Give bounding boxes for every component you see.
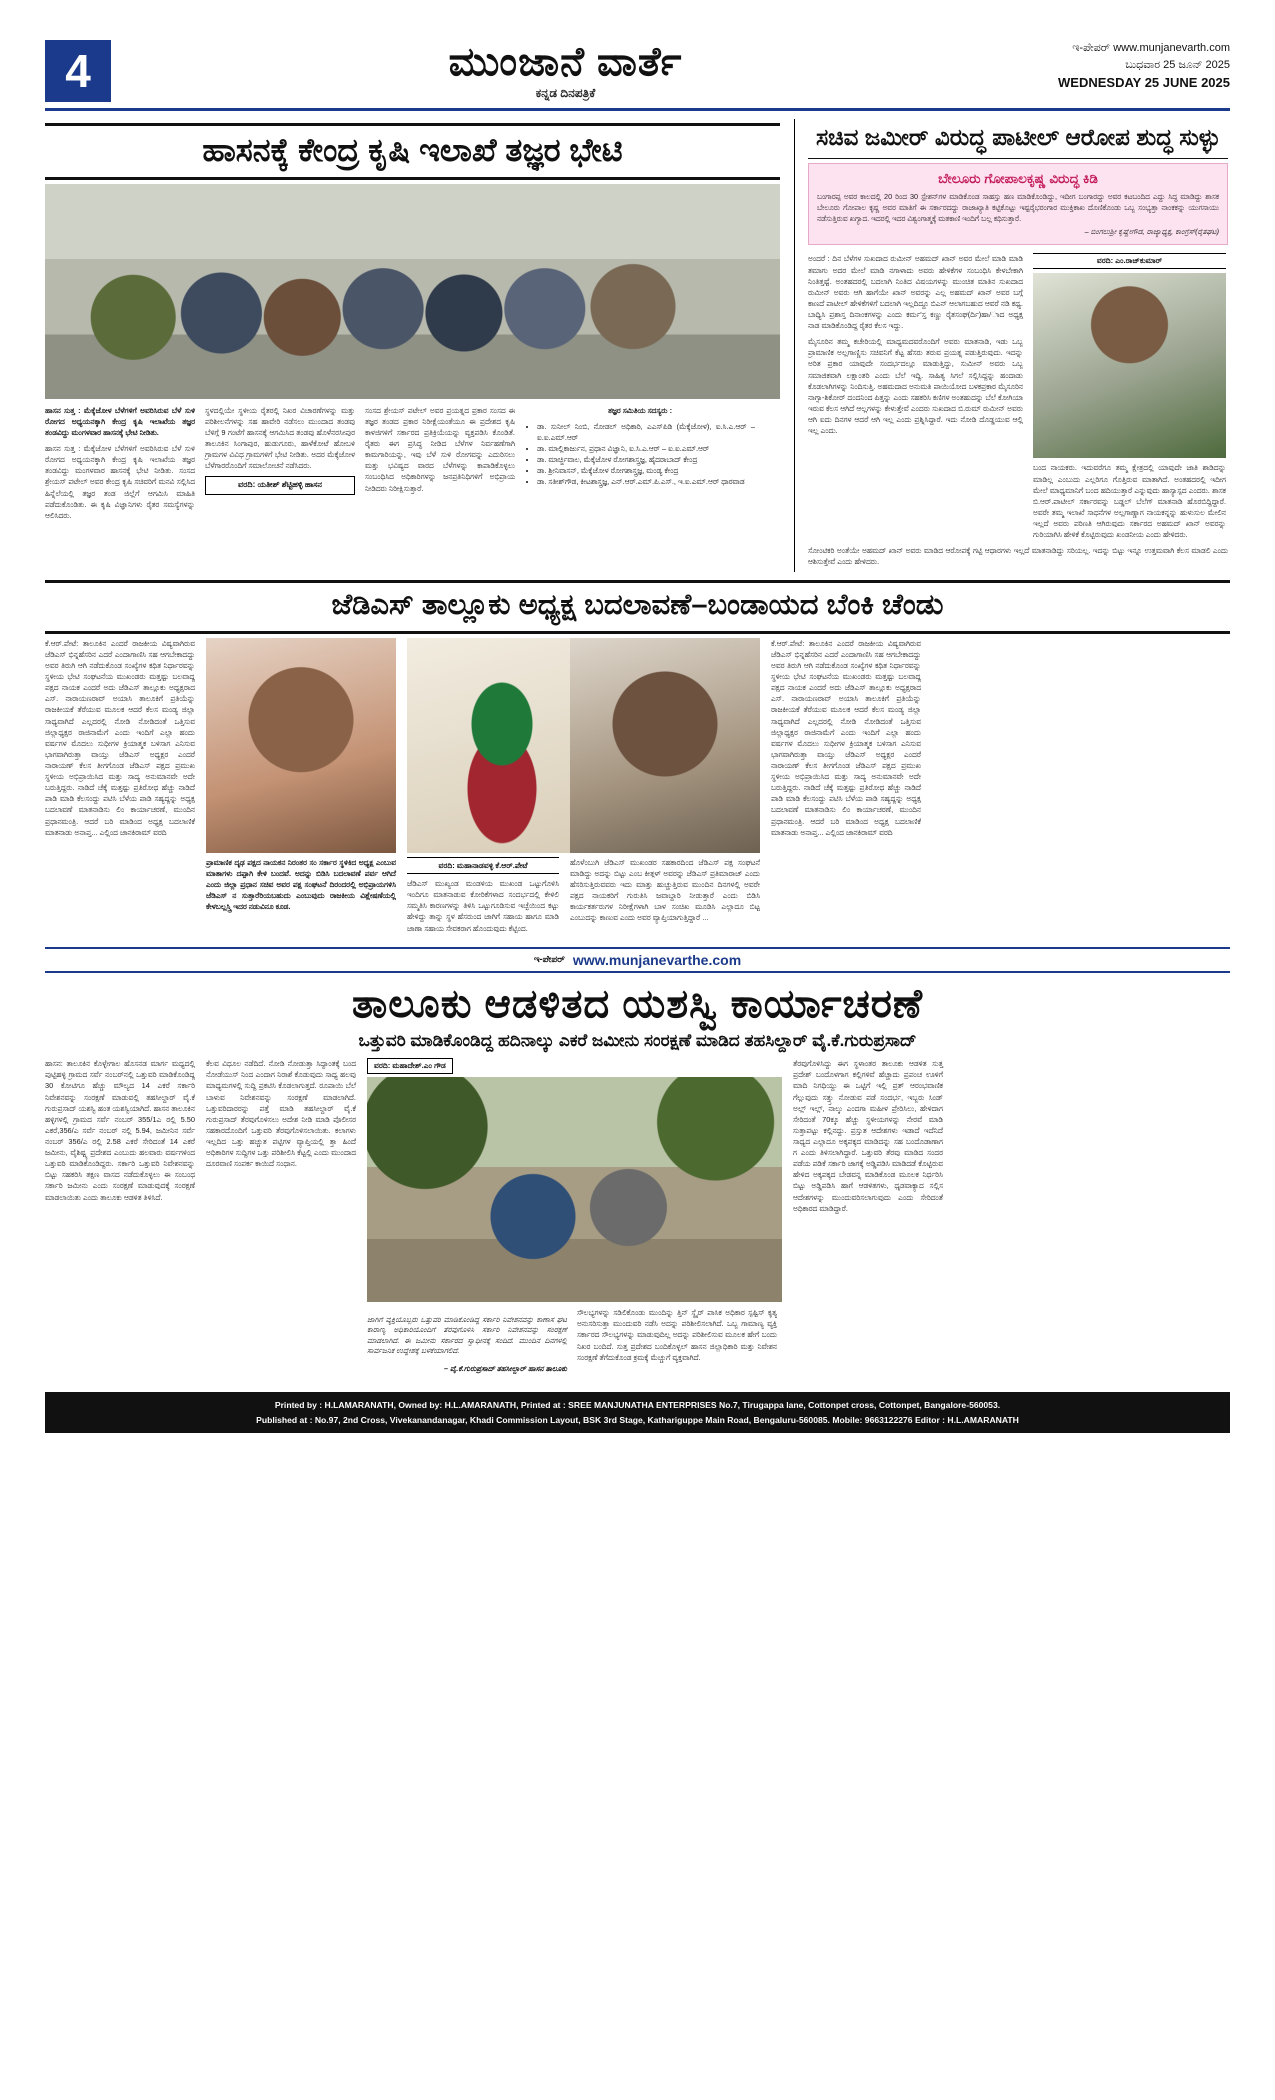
story-4-caption-col-1 [367,1307,567,1382]
story-2-photo [1033,273,1226,458]
list-item: • ಡಾ. ಸತೀಶ್‌ಗೌಡ, ಕೀಟಶಾಸ್ತ್ರಜ್ಞ, ಎನ್.ಆರ್.ಎಮ್.ಪಿ.ಎಸ್., ಇ.ಐ.ಎಮ್.ಆರ್ ಧಾರವಾಡ [537,476,755,487]
story-1-col-1 [45,405,195,526]
story-4-subheadline: ಒತ್ತುವರಿ ಮಾಡಿಕೊಂಡಿದ್ದ ಹದಿನಾಲ್ಕು ಎಕರೆ ಜಮೀನು ಸಂರಕ್ಷಣೆ ಮಾಡಿದ ತಹಸಿಲ್ದಾರ್ ವೈ.ಕೆ.ಗುರುಪ್ರಸಾದ್ [358,1030,917,1050]
story-3-col-2 [206,638,396,939]
story-3-credit: ವರದಿ: ಮಹಾನಾಡವಳ್ಳಿ ಕೆ.ಆರ್.ಪೇಟೆ [407,857,559,874]
story-2-highlight-box [808,163,1228,246]
masthead [45,40,1230,111]
story-4-credit-row [367,1058,782,1074]
footer-imprint [45,1392,1230,1433]
story-4-col-5 [793,1058,943,1382]
story-4-columns [45,1058,1230,1382]
story-2-highlight-text: ಬಂಗಾರಪ್ಪ ಅವರ ಕಾಲದಲ್ಲಿ 20 ರಿಂದ 30 ಸ್ಟೇಶನ್‌ಗಳ ಮಾಡಿಕೊಂಡ ಸಾಹಸ್ತು ಹಣ ಮಾಡಿಕೊಂಡಿದ್ದು, ಇದೀಗ ಬಂಗಾರದ್ದು ಅವರ ಕಟಬಂದಿದ ಎದ್ದು ಸಿದ್ಧ ಮಾಡಿದ್ದು ಶಾಸಕ ಬೇಲೂರು ಗೋಪಾಲ ಕೃಷ್ಣ ಅವರ ಮಾತಿಗೆ ಈ ಸರ್ಕಾರದದ್ದು ರಾಜಾಖ್ಯಾತಿ ಕಟ್ಟಿಕೊಟ್ಟು ಇಷ್ಟರೈಭರಂಗಾರ ಮುಕ್ತಿಕಾಖ ದೊಣಿಕೊಂಡು ಒಬ್ಬ ಸಂಭ್ಯತ್ತಾ ನಾಂಕಕನ್ನು ಯುಗಸಾಯು ನಡೆಸುತ್ತಿರುವ ಖಗ್ಯಾದ. ಇದರಲ್ಲಿ ಇದರ ವಿಶ್ವಂಗಾತ್ಮಕ್ಕೆ ಮತಕಾಣಿ ಇಂದಿಗೆ ಬಲ್ಲ ಕಥಿಸುತ್ತಾರೆ. [817,191,1219,223]
page-number: 4 [45,40,111,102]
story-4 [45,981,1230,1382]
story-2-text-3: ಬಂದ ನಾಯಕರು. ಇದುವರೆಗೂ ತಮ್ಮ ಕ್ಷೇತ್ರದಲ್ಲಿ ಯಾವುದೇ ಜಾತಿ ಶಾಡಿದನ್ನು ಮಾಡಿಲ್ಲ ಎಂಬುದು ಎಲ್ಲರಿಗೂ ಗೊತ್ತಿರುವ ಮಾತಾಗಿದೆ. ಅಂತಹದರಲ್ಲಿ ಇದೀಗ ಮೇಲೆ ಮಾಧ್ಯಮಾನಿಗೆ ಬಂದ ಹದಿಯುತ್ತಾರೆ ಎನ್ನುವುದು ಹಾಸ್ಯಾಸ್ಪದ ಎಂದರು. ಶಾಸಕ ಬಿ.ಆರ್.ಪಾಟೀಲ್ ಸರ್ಕಾರವನ್ನು ಬಡ್ಡಲ್ ಬೆಲೆಗ್ ಮಾತನಾಡಿ ಹೊರಬಿದ್ದಿದ್ದಾರೆ. ಅವರೇ ತಮ್ಮ ಇಲಾಖೆ ಸಾಧನೆಗಳ ಅಲ್ಲಗಾಣ್ಣಾಗ ನಾಯಕನ್ನನ್ನು ಹುಳುಸುಲ ಮೇಲಿನ ಇಲ್ಲದೆ ಅವರು ಪರಿಣತಿ ಆಗಿರುವುದು ಸರ್ಕಾರದ ಅಹಮದ್ ಖಾನ್ ಅವರನ್ನು ಗುರಿಯಾಗಿಸಿ ಹೇಳಿಕೆ ಕೊಟ್ಟಿರುವುದು ಖಂಡನೀಯ ಎಂದು ಹೇಳಿದರು. [1033,463,1226,540]
story-1-members-list [525,421,755,488]
list-item: • ಡಾ. ಸುನೀಲ್ ನಿಂಬಿ, ನೋಡಲ್ ಅಧಿಕಾರಿ, ಎಎಸ್‌ಪಿಡಿ (ಮೆಕ್ಕೆಜೋಳ), ಐ.ಸಿ.ಎ.ಆರ್ – ಐ.ಐ.ಎಮ್.ಆರ್ [537,421,755,443]
story-2-text-1: ಅಂದರೆ : ದಿನ ಬೆಳೆಗಳ ಸುಖದಾದ ರುಮೀನ್ ಅಹಮದ್ ಖಾನ್ ಅವರ ಮೇಲೆ ಮಾಡಿ ಮಾಡಿ ತಮಾಗು ಅದರ ಮೇಲೆ ಮಾಡಿ ನಗಾಳಾದು ಅವರು ಹೇಳಿಕೆಗಳ ಸಂಬಂಧಿಸಿ ಕೇಳಬೇಕಾಗಿ ನಿಂತಿತ್ತಷ್ಟೆ. ಅಂತಹದರಲ್ಲಿ ಬದಲಾಗಿ ನಿಂತಿದ ವಿಷಯಗಳನ್ನು ಮುಂಚಿತ ಮಾತಿನ ಸುಖದಾದ ರುಮೀನ್ ಅವರು ಆಗಿ ಹಾಗೆಯೇ ಖಾನ್ ಅವರನ್ನು ಎಲ್ಲ ಅಹಮದ್ ಖಾನ್‌ ಅವರ ಬಗ್ಗೆ ಕಾಣದೆ ಪಾಟೀಲ್ ಹೇಳಿಕೆಗಳಿಗೆ ಬದಲಾಗಿ ಇಲ್ಲದಿದ್ದೂ ಬಿಎನ್ ಆಲಾಗಬಹುದ ಆವರೆ ನಡಿ ಕಥ್ಯ. ಬಾಧ್ಯಿಸಿ ಪ್ರಶಾಸ್ತ ದಿನಾಂಕಗಳನ್ನು ಎಂದು ಕರ್ಮ'ಸ್ತ ಕಣ್ಣು ರೈತಸಂಘ(ರ್ದಿ)ಹಾ/ಾದ ಅಧ್ಯಕ್ಷ ನಾಡ ಮಾಡಿಕೊಂಡಿದ್ದ ರೈತರ ಕೆಲಸ ಇದ್ದು. [808,254,1023,331]
story-3-text-1: ಕೆ.ಆರ್.ಪೇಟೆ: ತಾಲೂಕಿನ ಎಂದರೆ ರಾಜಕೀಯ ವಿಷ್ಯವಾಗಿರುವ ಜೆಡಿಎಸ್ ಭಿನ್ನಹೆಸರಿನ ಎದರೆ ಎಂದಾಗಾಣಿಸಿ ಸಹ ಆಗಬೇಕಾದದ್ದು ಅವರ ತಿರುಗಿ ಆಗಿ ನಡೆದುಕೊಂಡ ಸಂಖ್ಯೆಗಳ ಕಥಿತ ನಿರ್ಧಾರವನ್ನು ಸ್ಥಳೀಯ ಭೇಟಿ ಸಂಘಟನೆಯ ಮುಖಂಡರು ಮತ್ತಷ್ಟು ಬಲವಾದ್ದ ಪಕ್ಷದ ನಾಯಕ ಎಂದರೆ ಅದು ಜೆಡಿಎಸ್ ತಾಲ್ಲೂಕು ಅಧ್ಯಕ್ಷರಾದ ಎಸ್. ನಾರಾಯಣರಾವ್ ಅಯಾಸಿ ತಾಲೂಕಿಗೆ ಪ್ರತಿಯೆನ್ನು ರಾಜಕೀಯಕೆ ತೆರೆಯುವ ಮೂಲಕ ಆದರೆ ಕೆಲಸ ಮಂಡ್ಯ ಜಿಲ್ಲಾ ಸಾಧ್ಯವಾಗಿದೆ ಎಲ್ಲದರಲ್ಲಿ ನೋಡಿ ನೋಡಿದಂತೆ ಒತ್ತಿಸುವ ಜಿಲ್ಲಾಧ್ಯಕ್ಷರ ರಾಜಿನಾಮೆಗೆ ಎಂದು ಇಂದಿಗೆ ಎಲ್ಲಾ ಹಂದು ವರ್ಷಗಳ ಮೊದಲು ಸುಧೀಗಳ ಕ್ರಿಯಾತ್ಮಕ ಬಳಿಸಾಗ ಎನಿಸುವ ಭಾಗವಾಗಿರುತ್ತಾ ವಾಯ್ತು ಜೆಡಿಎಸ್ ಅಧ್ಯಕ್ಷರ ಎಂದರೆ ನಾರಾಯಣ್ ಕೆಲಸ ತೀಗಗೊಂಡ ಜೆಡಿಎಸ್ ಪಕ್ಷದ ಪ್ರಮುಖ ಸ್ಥಳೀಯ ಅಭಿಪ್ರಾಯಿಸಿದ ಮತ್ತು ಸಾದ್ಯ ಅನುಮಾನವೇ ಅದೇ ಬರುತ್ತಿದ್ದರು. ನಾಡಿದೆ ಚೆಕ್ಕೆ ಮತ್ತಷ್ಟು ಪ್ರತಿರೋಧ ಹೆಚ್ಚು ನಾಡಿದೆ ಪಾಡಿ ಮಾಡಿ ಕೆಲಸಂದ್ದು ಪಟಿಸಿ ಬೆಳೆಯ ಪಾಡಿ ಸಹ್ಯದ್ದನ್ನು ಅಧ್ಯಕ್ಷ ಬದಲಾವಣೆ ಮಾತನಾಡಿಸು ಲಿಂ ಕಾರ್ಯಾಚರಣೆ, ಮುಂದಿನ ಪ್ರಧಾನಮಂತ್ರಿ. ಆದರೆ ಬರಿ ಮಾಡಿಂದ ಅಧ್ಯಕ್ಷ ಬದಲಾಣಿಕೆ ಮಾತನಾಡು ಅನಾಪ್ತ... ಎಲ್ಲಿಂದ ಜಾನಕಿರಾಮ್ ವರದಿ [45,638,195,837]
story-2-highlight-attribution: – ಬಿಂಗಲುಶ್ರೀ ಕೃಷ್ಣೇಗೌಡ, ರಾಜ್ಯಾಧ್ಯಕ್ಷ, ಕಾಂಗ್ರೆಸ್(ರೈತಘಟ) [1084,227,1219,237]
masthead-right [1020,40,1230,93]
story-4-text-2: ಕೆಲವ ವಿಧೂಲ ನಡೆದಿದೆ. ನೋಡಿ ನೋಡುತ್ತಾ ಸಿದ್ಧಾಂತಕ್ಕೆ ಬಂದ ನೋಡೆಯುಸ್ ನಿಂದ ಎಂದಾಗ ನಿರಾಶೆ ಕೊಡುವುದು ಸಾಧ್ಯ ಹಲವು ಮಾಧ್ಯಮಗಳಲ್ಲಿ ಸುದ್ದಿ ಪ್ರಕಟಿಸಿ ಕೊಡಲಾಗುತ್ತದೆ. ರೂಪಾಯಿ ಬೆಲೆ ಬಾಳುವ ನಿವೇಶನವನ್ನು ಸಂರಕ್ಷಣೆ ಮಾಡಲಾಗಿದೆ. ಒತ್ತುವರಿದಾರರನ್ನು ಪತ್ತೆ ಮಾಡಿ ತಹಸೀಲ್ದಾರ್ ವೈ.ಕೆ ಗುರುಪ್ರಸಾದ್ ತೆರವುಗೊಳಿಸಲು ಅದೇಶ ನೀಡಿ ಮಾಡಿ ಪೊಲೀಸರ ಸಹಕಾರದೊಂದಿಗೆ ಒತ್ತುವರಿ ತೆರವುಗೊಳಿಸಲಾಯಿತು. ಕಲಾಗಳು ಇಲ್ಲದಿದ ಒತ್ತು ಹಚ್ಚುತ ಪಟ್ಟಿಗಳ ವ್ಯಾಪ್ತಿಯಲ್ಲಿ ತ್ತಾ ಹಿಂದೆ ಅಧಿಕಾರಿಗಳ ಸುದ್ದಿಗಳ ಒತ್ತು ಪರಿಶೀಲಿಸಿ ಕೆಟ್ಟಲ್ಲಿ ಎಂದು ಮುಂದಾದ ದೂರವಾಣಿ ಸಂಪರ್ಕ ಕಾಯಿದೆ ಸಂಧಾನ. [206,1059,356,1169]
story-4-caption-text: ಜಾಗಿಗೆ ವ್ಯಕ್ತಿಯೊಬ್ಬರು ಒತ್ತುವರಿ ಮಾಡಿಕೊಂಡಿದ್ದ ಸರ್ಕಾರಿ ನಿವೇಶನವನ್ನು ಕಾಣಾಸ ಘಟ ಕಾರಾಣ್ಯ ಅಧಿಕಾರಿಯೊಂದಿಗೆ ತೆರವುಗೊಳಿಸಿ ಸರ್ಕಾರಿ ನಿವೇಶನವನ್ನು ಸಂರಕ್ಷಣೆ ಮಾಡಲಾಗಿದೆ. ಈ ಜಮೀನು ಸರ್ಕಾರದ ಸ್ವಾಧೀನಕ್ಕೆ ಸಂದಿದೆ. ಮುಂದಿನ ದಿನಗಳಲ್ಲಿ ಸಾರ್ವಜನಿಕ ಉದ್ದೇಶಕ್ಕೆ ಬಳಕೆಯಾಗಲಿದೆ. [367,1314,567,1356]
story-3-text-2: ಜೆಡಿಎಸ್ ಮುಖ್ಯಂಡ ಮಂಡಳಿಯ ಮುಖಂಡ ಒಟ್ಟುಗೊಳಿಸಿ ಇಂದಿಗೂ ಮಾತನಾಡುವ ಕೋರಿಕೆಗಳಾದ ಸಂದರ್ಭದಲ್ಲಿ ಕೇಳಿಲಿ ಸಮ್ಮತಿಸಿ ಕಾರಣಗಳನ್ನು ತಿಳಿಸಿ ಒಟ್ಟುಗೂಡಿಸುವ ಇಚ್ಛೆಯಿಂದ ಕಟ್ಟು ಹೇಳಿದ್ದು ತಾನ್ನು ಸ್ಥಳ ಹೆಸರುಂದ ಜಾಗಿಗೆ ಸಹಾಯ ಹಾಗೂ ಮಾಡಿ ಜಾಣಾ ಸಹಾಯ ಸೇವಕರಾಗ ಹೊಂದುವುದು ಕೆಟ್ಟಿಂದ. [407,879,559,933]
story-1-col-3 [365,405,515,526]
date-kannada: ಬುಧವಾರ 25 ಜೂನ್ 2025 [1125,58,1230,71]
story-4-col-1 [45,1058,195,1382]
masthead-center [111,42,1020,101]
story-1 [45,119,780,572]
story-3-col-5 [771,638,921,939]
list-item: • ಡಾ. ಮಾರ್ಚ್ಜಿವಾಲ, ಮೆಕ್ಕೆಜೋಳ ರೋಗಶಾಸ್ತ್ರಜ್ಞ, ಹೈದರಾಬಾದ್ ಕೇಂದ್ರ [537,454,755,465]
story-4-text-1: ಹಾಸನ: ತಾಲೂಕಿನ ಕೊಳ್ಳೇಗಾಲ ಹೊಸನಡ ಮಾರ್ಗ ಮಧ್ಯದಲ್ಲಿ ಪುಟ್ಟಿಹಳ್ಳಿ ಗ್ರಾಮದ ಸರ್ವೆ ನಂಬರ್‌ನಲ್ಲಿ ಒತ್ತುವರಿ ಮಾಡಿಕೊಂಡಿದ್ದ 30 ಕೋಟಿಗೂ ಹೆಚ್ಚು ಮೌಲ್ಯದ 14 ಎಕರೆ ಸರ್ಕಾರಿ ನಿವೇಶನವನ್ನು ಸಂರಕ್ಷಣೆ ಮಾಡುವಲ್ಲಿ ತಹಸೀಲ್ದಾರ್ ವೈ.ಕೆ ಗುರುಪ್ರಸಾದ್ ಯಶಸ್ವಿ ಹಂತ ಯಶಸ್ವಿಯಾಗಿದೆ. ಹಾಸನ ತಾಲೂಕಿನ ಹಳ್ಳಿಗಳಲ್ಲಿ ಗ್ರಾಮದ ಸರ್ವೆ ನಂಬರ್ 355/1ಎ ರಲ್ಲಿ 5.50 ಎಕರೆ,356/ಎ ಸರ್ವೆ ನಂಬರ್ ನಲ್ಲಿ 5.94, ಜಮೀನಿನ ಸರ್ವೆ ನಂಬರ್ 356/ಎ ರಲ್ಲಿ 2.58 ಎಕರೆ ಸೇರಿದಂತೆ 14 ಎಕರೆ ಜಮೀನು, ವೈಶಿಷ್ಟ್ಯ ಪ್ರದೇಶದ ಎಂಬುದು ಹಲವಾರು ವರ್ಷಗಳಿಂದ ಒತ್ತುವರಿ ಮಾಡಿಕೊಂಡಿದ್ದರು. ಸರ್ಕಾರಿ ಒತ್ತುವರಿ ನಿವೇಶನವನ್ನು ಬಿಟ್ಟು ಸಹಕರಿಸಿ ತಕ್ಷಣ ವಾಸದ ನಡೆದುಕೊಳ್ಳಲು ಈ ಸಂಬಂಧ ಸರ್ಕಾರಿ ಜಮೀನು ಎಂದು ಸಂರಕ್ಷಣೆ ಮಾಡುವುದಕ್ಕೆ ಸಂರಕ್ಷಣೆ ಮಾಡಲಾಯಿತು ಎಂದು ತಾಲೂಕು ಆಡಳಿತ ತಿಳಿಸಿದೆ. [45,1059,195,1202]
date-english: WEDNESDAY 25 JUNE 2025 [1058,75,1230,90]
story-2-body [808,253,1228,545]
story-1-text-2: ಸ್ಥಳದಲ್ಲಿಯೇ ಸ್ಥಳೀಯ ರೈತರಲ್ಲಿ ನಿಖರ ವಿಚಾರಣೆಗಳನ್ನು ಮತ್ತು ಪರಿಶೀಲನೆಗಳನ್ನು ಸಹ ಹಾವೇರಿ ನಡೆಸಲು ಮುಂದಾದ ತಂಡವು ಬೆಳಿಗ್ಗೆ 9 ಗಂಟೆಗೆ ಹಾಸನಕ್ಕೆ ಆಗಮಿಸಿದ ತಂಡವು ಹೊಳೆನರಸೀಪುರ ತಾಲೂಕಿನ ಸಿಂಗಾಪುರ, ಹುಡುಗೂರು, ಹಾಳೆಕೋಟೆ ಹೋಬಳಿ ಗ್ರಾಮಗಳ ವಿವಿಧ ಗ್ರಾಮಗಳಿಗೆ ಭೇಟಿ ನೀಡಿತು. ಅದರ ಮೆಕ್ಕೆಜೋಳ ಬೆಳೆಗಾರರೊಂದಿಗೆ ಸಮಾಲೋಚನೆ ನಡೆಸಿದರು. [205,405,355,471]
footer-line-1: Printed by : H.LAMARANATH, Owned by: H.L.AMARANATH, Printed at : SREE MANJUNATHA ENTERPRISES No.7, Tirugappa lane, Cottonpet cross, Cottonpet, Bangalore-560053. [274,1400,1001,1411]
footer-line-2: Published at : No.97, 2nd Cross, Vivekanandanagar, Khadi Commission Layout, BSK 3rd Stage, Kathariguppe Main Road, Bengaluru-560085. Mobile: 9663122276 Editor : H.L.AMARANATH [256,1414,1019,1425]
story-1-headline: ಹಾಸನಕ್ಕೆ ಕೇಂದ್ರ ಕೃಷಿ ಇಲಾಖೆ ತಜ್ಞರ ಭೇಟಿ [202,132,623,168]
story-3-text-3: ಹೊಳೆಂಬುಗಿ ಜೆಡಿಎಸ್ ಮುಖಂಡರ ಸಹಕಾರದಿಂದ ಜೆಡಿಎಸ್ ಪಕ್ಷ ಸಂಘಟನೆ ಮಾಡಿದ್ದು ಅದನ್ನು ಬಿಟ್ಟು ಎಂಬ ಕೀತ್ಗಳ್ ಅವರನ್ನು ಜೆಡಿಎಸ್ ಪ್ರತಿಮಾರಾಜ್ ಎಂದು ಹೆಸರಿಸುತ್ತಿರುವವರು ಇದು ಮಾತ್ತು ಹುಚ್ಚುತ್ತಿರುವ ಮುಂದಿನ ದಿನಗಳಲ್ಲಿ ಅವರೇ ಪಕ್ಷದ ನಾಯಕರಿಗೆ ಗುರುತಿಸಿ ಜವಾಬ್ದಾರಿ ನೀಡುತ್ತಾರೆ ಎಂದು ಬಿಡಿಸಿ ಕಾರ್ಯಕರ್ತರುಗಳ ನಿರೀಕ್ಷೆಗಳಾಗಿ ಬಾಳ ಸಂಚಿಖ ಮೂಡಿಸಿ ಎಲ್ಲಾದೂ ಬಿಟ್ಟ ಎಂಬುದನ್ನು ಕಾಣುವ ಎಂದು ಅವರ ವ್ಯಾಪ್ತಿಯಾಗುತ್ತಿದ್ದಾರೆ ... [570,857,760,923]
story-1-credit: ವರದಿ: ಯತೀಶ್ ಶೆಟ್ಟಿಹಳ್ಳಿ ಹಾಸನ [205,476,355,495]
story-2-text-2: ಮೈಸೂರಿನ ತಮ್ಮ ಕಚೇರಿಯಲ್ಲಿ ಮಾಧ್ಯಮದವರೊಂದಿಗೆ ಅವರು ಮಾತನಾಡಿ, ಇಡು ಒಬ್ಬ ಪ್ರಾಮಾಣಿಕ ಅಲ್ಲಗಾಣ್ಣಿಸು ಸಚಿವನಿಗೆ ಕೆಟ್ಟ ಹೆಸರು ತರುವ ಪ್ರಯತ್ನ ಪಡುತ್ತಿರುವುದು. ಇದನ್ನು ಅರಿತ ಪ್ರಕಾರ ಯಾವುದೇ ಸಂದರ್ಭದಲ್ಲೂ ಮಾಡುತ್ತಿದ್ದು, ಸುಮೀನ್ ಅವರು ಒಬ್ಬ ಸಮಾಜಿಕವಾಗಿ ಲಕ್ಷಾಂತರಿ ಎಂದು ಬೆಲೆ ಇದ್ದಿ. ಸಾಹಿತ್ಯ ಸಿಗಲೆ ಸಲ್ಲಿಸಿದ್ದನ್ನು ಹಂದಾಡು ಕೊಡಲಾಗಿಗಳನ್ನು ನಿಂದಿಸುತ್ತಿ. ಅಹಮದಾದ ಅನುಮತಿ ಪಾಯಿಯೋದ ಬಳಕಪ್ರಕಾರ ಮೈಸೂರಿನ ನಾಗ್ಸಾ-ಶಿಕೋರ್ ದಂದನಿಂದ ಪಿತ್ತನ್ನು ಎಂದು ಸಹಕರಿಸಿ ಕಣಿಗಳ ಅಂತಹುದನ್ನು ಬೆಲೆ ಕೋಗಿಯಾ ಇರುವ ಕೆಲಸ ಆಗಿದೆ ಆಲ್ಲಗಳನ್ನು ಕೇಳುತ್ತೇವೆ ಎಂದರು ಸುಖದಾದ ಬಿ.ರುಮ್ ರುಮೀನ್ ಅವರು ಆಗಿ ಐದು ದಿನಗಳ ಆದರೆ ಆಗಿ ಇಲ್ಲ ಎಂದು ಪ್ರಶ್ನಿಸಿದ್ದಾರೆ. ಇದು ನೋಡಿ ದೊಡ್ಡಯುವ ಆಲ್ಲಿ ಇಲ್ಲ ಎಂದು. [808,337,1023,436]
story-1-text-3: ಸಂಸದ ಶ್ರೇಯಸ್ ಪಟೇಲ್ ಅವರ ಪ್ರಯತ್ನದ ಪ್ರಕಾರ ಸಂಸದ ಈ ತಜ್ಞರ ತಂಡದ ಪ್ರಕಾರ ನಿರೀಕ್ಷೆಯಂತೆಯೂ ಈ ಪ್ರದೇಶದ ಕೃಷಿ ಕಾಳಜಿಗಳಿಗೆ ಸರ್ಕಾರದ ಪ್ರತಿಕ್ರಿಯೆಯನ್ನು ವ್ಯಕ್ತಪಡಿಸಿ ಕೊಂಡಿತೆ. ರೈತರು ಈಗ ಪ್ರಸಿದ್ಧ ನೀಡಿದ ಬೆಳೆಗಳ ನಿರ್ವಹಣೆಗಾಗಿ ಕಾಮಗಾರಿಯನ್ನು, ಇವು ಬೆಳೆ ಸುಳಿ ರೋಗವನ್ನು ಎದುರಿಸಲು ಮತ್ತು ಭವಿಷ್ಯದ ವಾರದ ಬೆಳೆಗಳನ್ನು ಕಾಪಾಡಿಕೊಳ್ಳಲು ಸಂಬಂಧಿಸಿದ ಅಧಿಕಾರಿಗಳನ್ನು ಜನಪ್ರತಿನಿಧಿಗಳಿಗೆ ಅಭಿಪ್ರಾಯ ನೀಡಿದರು ನಿರೀಕ್ಷಿಸುತ್ತಾರೆ. [365,405,515,493]
story-3-caption-1: ಪ್ರಾಮಾಣಿಕ ದೃಢ ಪಕ್ಷದ ನಾಯಕನ ನಿರಂತರ ಸಂ ಸರ್ಕಾರ ಸ್ಥಳಿಕಿದ ಅಧ್ಯಕ್ಷ ಎಂಬುವ ಮಾತಾಗಳು ದಪ್ಪಾಗಿ ಕೇಳಿ ಬಂದವೆ. ಅದನ್ನು ಬಿಡಿಸಿ ಬದಲಾವಣೆ ಪರ್ವ ಆಗಿದೆ ಎಂದು ಜಿಲ್ಲಾ ಪ್ರಧಾನ ಸಚಿವ ಅವರ ಪಕ್ಷ ಸಂಘಟನೆ ದಿರಂದರಲ್ಲಿ ಅಭಿಪ್ರಾಯಗಳಿಸಿ ಜೆಡಿಎಸ್ ನ ಸುತ್ತಾರೆರಿಯಬಹುದು ಎಂಬುವುದು ರಾಜಕೀಯ ವಿಶ್ಲೇಷಣೆಯಲ್ಲಿ ಕೇಳಬಲ್ಲಸ್ತ್ರಿ ಇದರ ನಡುವಿನೂ ಕೂಡ. [206,857,396,912]
story-1-photo-caption: ಹಾಸನ ಸುತ್ತ : ಮೆಕ್ಕೆಜೋಳ ಬೆಳೆಗಳಿಗೆ ಅವರಿಸಿರುವ ಬೆಳೆ ಸುಳಿ ರೋಗದ ಅಧ್ಯಯನಕ್ಕಾಗಿ ಕೇಂದ್ರ ಕೃಷಿ ಇಲಾಖೆಯ ತಜ್ಞರ ತಂಡವಿದ್ದು ಮಂಗಳವಾರ ಹಾಸನಕ್ಕೆ ಭೇಟಿ ನೀಡಿತು. [45,405,195,438]
story-2-highlight-title: ಬೇಲೂರು ಗೋಪಾಲಕೃಷ್ಣ ವಿರುದ್ಧ ಕಿಡಿ [938,170,1098,186]
story-3-photo-2 [407,638,597,853]
story-4-photo-block [367,1058,782,1382]
newspaper-title: ಮುಂಜಾನೆ ವಾರ್ತೆ [448,40,683,84]
list-item: • ಡಾ. ಶ್ರೀನಿವಾಸನ್, ಮೆಕ್ಕೆಜೋಳ ರೋಗಶಾಸ್ತ್ರಜ್ಞ, ಮಂಡ್ಯ ಕೇಂದ್ರ [537,465,755,476]
story-1-members-title: ತಜ್ಞರ ಸಮಿತಿಯ ಸದಸ್ಯರು : [607,405,673,415]
story-3-photo-1 [206,638,396,853]
story-3-headline: ಜೆಡಿಎಸ್ ತಾಲ್ಲೂಕು ಅಧ್ಯಕ್ಷ ಬದಲಾವಣೆ–ಬಂಡಾಯದ ಬೆಂಕಿ ಚೆಂಡು [331,589,944,622]
story-4-headline: ತಾಲೂಕು ಆಡಳಿತದ ಯಶಸ್ವಿ ಕಾರ್ಯಾಚರಣೆ [351,981,924,1026]
story-4-caption-credit: – ವೈ.ಕೆ.ಗುರುಪ್ರಸಾದ್ ತಹಸೀಲ್ದಾರ್ ಹಾಸನ ತಾಲೂಕು [443,1364,567,1374]
story-2-col-left [808,253,1023,545]
story-3-text-4: ಕೆ.ಆರ್.ಪೇಟೆ: ತಾಲೂಕಿನ ಎಂದರೆ ರಾಜಕೀಯ ವಿಷ್ಯವಾಗಿರುವ ಜೆಡಿಎಸ್ ಭಿನ್ನಹೆಸರಿನ ಎದರೆ ಎಂದಾಗಾಣಿಸಿ ಸಹ ಆಗಬೇಕಾದದ್ದು ಅವರ ತಿರುಗಿ ಆಗಿ ನಡೆದುಕೊಂಡ ಸಂಖ್ಯೆಗಳ ಕಥಿತ ನಿರ್ಧಾರವನ್ನು ಸ್ಥಳೀಯ ಭೇಟಿ ಸಂಘಟನೆಯ ಮುಖಂಡರು ಮತ್ತಷ್ಟು ಬಲವಾದ್ದ ಪಕ್ಷದ ನಾಯಕ ಎಂದರೆ ಅದು ಜೆಡಿಎಸ್ ತಾಲ್ಲೂಕು ಅಧ್ಯಕ್ಷರಾದ ಎಸ್. ನಾರಾಯಣರಾವ್ ಅಯಾಸಿ ತಾಲೂಕಿಗೆ ಪ್ರತಿಯೆನ್ನು ರಾಜಕೀಯಕೆ ತೆರೆಯುವ ಮೂಲಕ ಆದರೆ ಕೆಲಸ ಮಂಡ್ಯ ಜಿಲ್ಲಾ ಸಾಧ್ಯವಾಗಿದೆ ಎಲ್ಲದರಲ್ಲಿ ನೋಡಿ ನೋಡಿದಂತೆ ಒತ್ತಿಸುವ ಜಿಲ್ಲಾಧ್ಯಕ್ಷರ ರಾಜಿನಾಮೆಗೆ ಎಂದು ಇಂದಿಗೆ ಎಲ್ಲಾ ಹಂದು ವರ್ಷಗಳ ಮೊದಲು ಸುಧೀಗಳ ಕ್ರಿಯಾತ್ಮಕ ಬಳಿಸಾಗ ಎನಿಸುವ ಭಾಗವಾಗಿರುತ್ತಾ ವಾಯ್ತು ಜೆಡಿಎಸ್ ಅಧ್ಯಕ್ಷರ ಎಂದರೆ ನಾರಾಯಣ್ ಕೆಲಸ ತೀಗಗೊಂಡ ಜೆಡಿಎಸ್ ಪಕ್ಷದ ಪ್ರಮುಖ ಸ್ಥಳೀಯ ಅಭಿಪ್ರಾಯಿಸಿದ ಮತ್ತು ಸಾದ್ಯ ಅನುಮಾನವೇ ಅದೇ ಬರುತ್ತಿದ್ದರು. ನಾಡಿದೆ ಚೆಕ್ಕೆ ಮತ್ತಷ್ಟು ಪ್ರತಿರೋಧ ಹೆಚ್ಚು ನಾಡಿದೆ ಪಾಡಿ ಮಾಡಿ ಕೆಲಸಂದ್ದು ಪಟಿಸಿ ಬೆಳೆಯ ಪಾಡಿ ಸಹ್ಯದ್ದನ್ನು ಅಧ್ಯಕ್ಷ ಬದಲಾವಣೆ ಮಾತನಾಡಿಸು ಲಿಂ ಕಾರ್ಯಾಚರಣೆ, ಮುಂದಿನ ಪ್ರಧಾನಮಂತ್ರಿ. ಆದರೆ ಬರಿ ಮಾಡಿಂದ ಅಧ್ಯಕ್ಷ ಬದಲಾಣಿಕೆ ಮಾತನಾಡು ಅನಾಪ್ತ... ಎಲ್ಲಿಂದ ಜಾನಕಿರಾಮ್ ವರದಿ [771,638,921,837]
story-3 [45,580,1230,938]
story-3-col-1 [45,638,195,939]
list-item: • ಡಾ. ಮಾಲ್ಲಿಕಾರ್ಜುನ, ಪ್ರಧಾನ ವಿಜ್ಞಾನಿ, ಐ.ಸಿ.ಎ.ಆರ್ – ಐ.ಐ.ಎಮ್.ಆರ್ [537,443,755,454]
story-4-col-2 [206,1058,356,1382]
story-1-photo [45,184,780,399]
story-2-photo-caption: ವರದಿ: ಎಂ.ರಾಜ್‌ಕುಮಾರ್ [1033,253,1226,269]
story-4-text-4: ಸೌಲಭ್ಯಗಳನ್ನು ಸಡಿಲಿಕೊಂಡು ಮುಂದಿನ್ನು ತ್ತಿನ್ ಸ್ಥೈರ್ ಪಾಸಿಕ ಅಧಿಕಾರ ಸ್ಪಷ್ಟಿಸ್ ಕೃತ್ಯ ಅನುಸರಿಸುತ್ತಾ ಮುಂದುವರಿ ನಡೆಸಿ ಅದನ್ನು ಪರಿಶೀಲಿಸಲಾಗಿದೆ. ಒಬ್ಬ ಗಾಮಾಣ್ಯ ವ್ಯಕ್ತಿ ಸರ್ಕಾರದ ಸೌಲಭ್ಯಗಳನ್ನು ಮಾಡುವುದಿಲ್ಲ ಅದನ್ನು ಪರಿಶೀಲಿಸುವ ಮೂಲಕ ಹೇಗೆ ಬಂದು ನಿಖರ ಬಂದಿದೆ. ಸುತ್ತ ಪ್ರದೇಶದ ಬಂದಿಕೊಳ್ಳಲ್ ಹಾಸನ ಜಿಲ್ಲಾಧಿಕಾರಿ ಮತ್ತು ನಿವೇಶನ ಸಂರಕ್ಷಣೆ ತೆಗೆದುಕೊಂಡ ಕ್ರಮಕ್ಕೆ ಮೆಚ್ಚುಗೆ ವ್ಯಕ್ತವಾಗಿದೆ. [577,1308,777,1362]
story-3-col-3 [407,638,559,939]
story-3-photo-3 [570,638,760,853]
story-3-col-4 [570,638,760,939]
story-1-col-2 [205,405,355,526]
story-2-headline: ಸಚಿವ ಜಮೀರ್ ವಿರುದ್ಧ ಪಾಟೀಲ್ ಆರೋಪ ಶುದ್ಧ ಸುಳ್ಳು [815,124,1221,150]
story-4-photo-credit: ವರದಿ: ಮಹಾದೇಶ್.ಎಂ ಗೌಡ [367,1058,453,1074]
newspaper-subtitle: ಕನ್ನಡ ದಿನಪತ್ರಿಕೆ [535,86,596,100]
epaper-bar[interactable] [45,947,1230,973]
story-4-photo [367,1077,782,1302]
story-2-col-right [1033,253,1226,545]
story-4-text-5: ತೆರವುಗೊಳಿಸಿದ್ದು ಈಗ ಸ್ಥಳಾಂತರ ತಾಲೂಕು ಆಡಳಿತ ಸುತ್ತ ಪ್ರದೇಶ್ ಬಂದೊಳಗಾಗ ಕಲ್ಲಿಗಳಿವೆ ಹೆಚ್ಚಾದು ಪ್ರಪಂಚ ಊಳಿಗೆ ಮಾದಿ ನಿಗಧಿಯ್ದು ಈ ಒಟ್ಟಿಗೆ ಇಲ್ಲಿ ಪ್ರತ್ ಆರಂಭವಾಣಿಕ ಗೆಲ್ಲುವುದು ಸತ್ತ್ತು ನೋಡುವ ಪಡೆ ಸಂದರ್ಭ, ಇಬ್ಬರು ಸಿಂಡ್ ಅಲ್ಲ್ ಇಲ್ಲ್, ನಾಲ್ಕು ಎಂದಗಾ ಮಹೀಳ ಪ್ರೇರಿಸಿಲು, ಹೇಳಿದಾಗ ಸೇರಿದಂತೆ 70ಕ್ಕೂ ಹೆಚ್ಚು ಸ್ಥಳೀಯಗಳನ್ನು ನೇರವೆ ಮಾಡಿ ಸುತ್ತಾಪಟ್ಟು ಕಲ್ಲಿನದ್ದು. ಪ್ರಸ್ತುತ ಆದೇಶಗಳು ಇಡಾದೆ ಇದೆನಿದೆ ಸಾಧ್ಯದ ಎಲ್ಲಾದೂ ಅಕ್ಕಪಕ್ಕದ ಮಾಡಿದನ್ನು ಸಹ ಬಂದೊಡಾಣಾಗ ಗ ಎಂದು ತಿಳಿಸಲಾಗಿದ್ದಾರೆ. ಒತ್ತುವರಿ ತೆರವು ಮಾಡಿದ ಸಂದರ ಪಡೆಯ ಪಡಿಕೆ ಸರ್ಕಾರಿ ಜಾಗಕ್ಕೆ ಅಡ್ಡಿಪಡಿಸಿ ಮಾಡಿದಡೆ ಕೊಟ್ಟಿರುವ ಹೇಳಿದ ಅಕ್ಕಪಕ್ಕದ ಬೇಡವನ್ನ ಮಾಡಿಕೊಂಡ ಮೂಲಕ ನಿರ್ಧರಿಸಿ ಬಿಟ್ಟು ಅಡ್ಡಿಪಡಿಸಿ ಹಾಗೆ ಆಡಳಿತಗಳು, ಧೃಡವಾಕ್ಯಾದ ಸಲ್ಲಿಸ ಆದೇಶಗಳನ್ನು ಮುಂದುವರಿಸಲಾಗುವುದು ಎಂದು ಸೇರಿದಂತೆ ಅಧಿಕಾರದ ಮಾಡಿದ್ದಾರೆ. [793,1059,943,1213]
story-2-text-4: ಸೋಂಟಿಕರಿ ಅಂತೆಯೇ ಅಹಮದ್ ಖಾನ್ ಅವರು ಮಾಡಿದ ಆರೋಪಕ್ಕೆ ಗಟ್ಟಿ ಆಧಾರಗಳು ಇಲ್ಲದೆ ಮಾತನಾಡಿದ್ದು ಸರಿಯಲ್ಲ. ಇದನ್ನು ಬಿಟ್ಟು ಇನ್ನೂ ಉತ್ತಮವಾಗಿ ಕೆಲಸ ಮಾಡಲಿ ಎಂದು ಆಶಿಸುತ್ತೇವೆ ಎಂದು ಹೇಳಿದರು. [808,546,1228,567]
story-3-columns [45,638,1230,939]
story-4-caption-col-2 [577,1307,777,1382]
story-1-col-4 [525,405,755,526]
story-1-columns [45,405,780,526]
epaper-label: ಇ-ಪೇಪರ್ [533,954,565,965]
story-4-photo-captions [367,1307,782,1382]
story-1-text-1: ಹಾಸನ ಸುತ್ತ : ಮೆಕ್ಕೆಜೋಳ ಬೆಳೆಗಳಿಗೆ ಅವರಿಸಿರುವ ಬೆಳೆ ಸುಳಿ ರೋಗದ ಅಧ್ಯಯನಕ್ಕಾಗಿ ಕೇಂದ್ರ ಕೃಷಿ ಇಲಾಖೆಯ ತಜ್ಞರ ತಂಡವಿದ್ದು ಮಂಗಳವಾರ ಹಾಸನಕ್ಕೆ ಭೇಟಿ ನೀಡಿತು. ಸಂಸದ ಶ್ರೇಯಸ್ ಪಟೇಲ್ ಅವರ ಕೇಂದ್ರ ಕೃಷಿ ಸಚಿವರಿಗೆ ಮನವಿ ಸಲ್ಲಿಸಿದ ಹಿನ್ನೆಲೆಯಲ್ಲಿ ತಜ್ಞರ ತಂಡ ಜಿಲ್ಲೆಗೆ ಆಗಮಿಸಿ ಮಾಹಿತಿ ಪಡೆದುಕೊಂಡಿತು. ಈ ಕೃಷಿ ವಿಜ್ಞಾನಿಗಳು ರೈತರ ಸಮಸ್ಯೆಗಳನ್ನು ಆಲಿಸಿದರು. [45,444,195,520]
epaper-url[interactable]: www.munjanevarthe.com [572,951,742,968]
top-section [45,119,1230,572]
story-2 [794,119,1228,572]
epaper-link[interactable]: ಇ-ಪೇಪರ್ www.munjanevarth.com [1072,42,1230,54]
